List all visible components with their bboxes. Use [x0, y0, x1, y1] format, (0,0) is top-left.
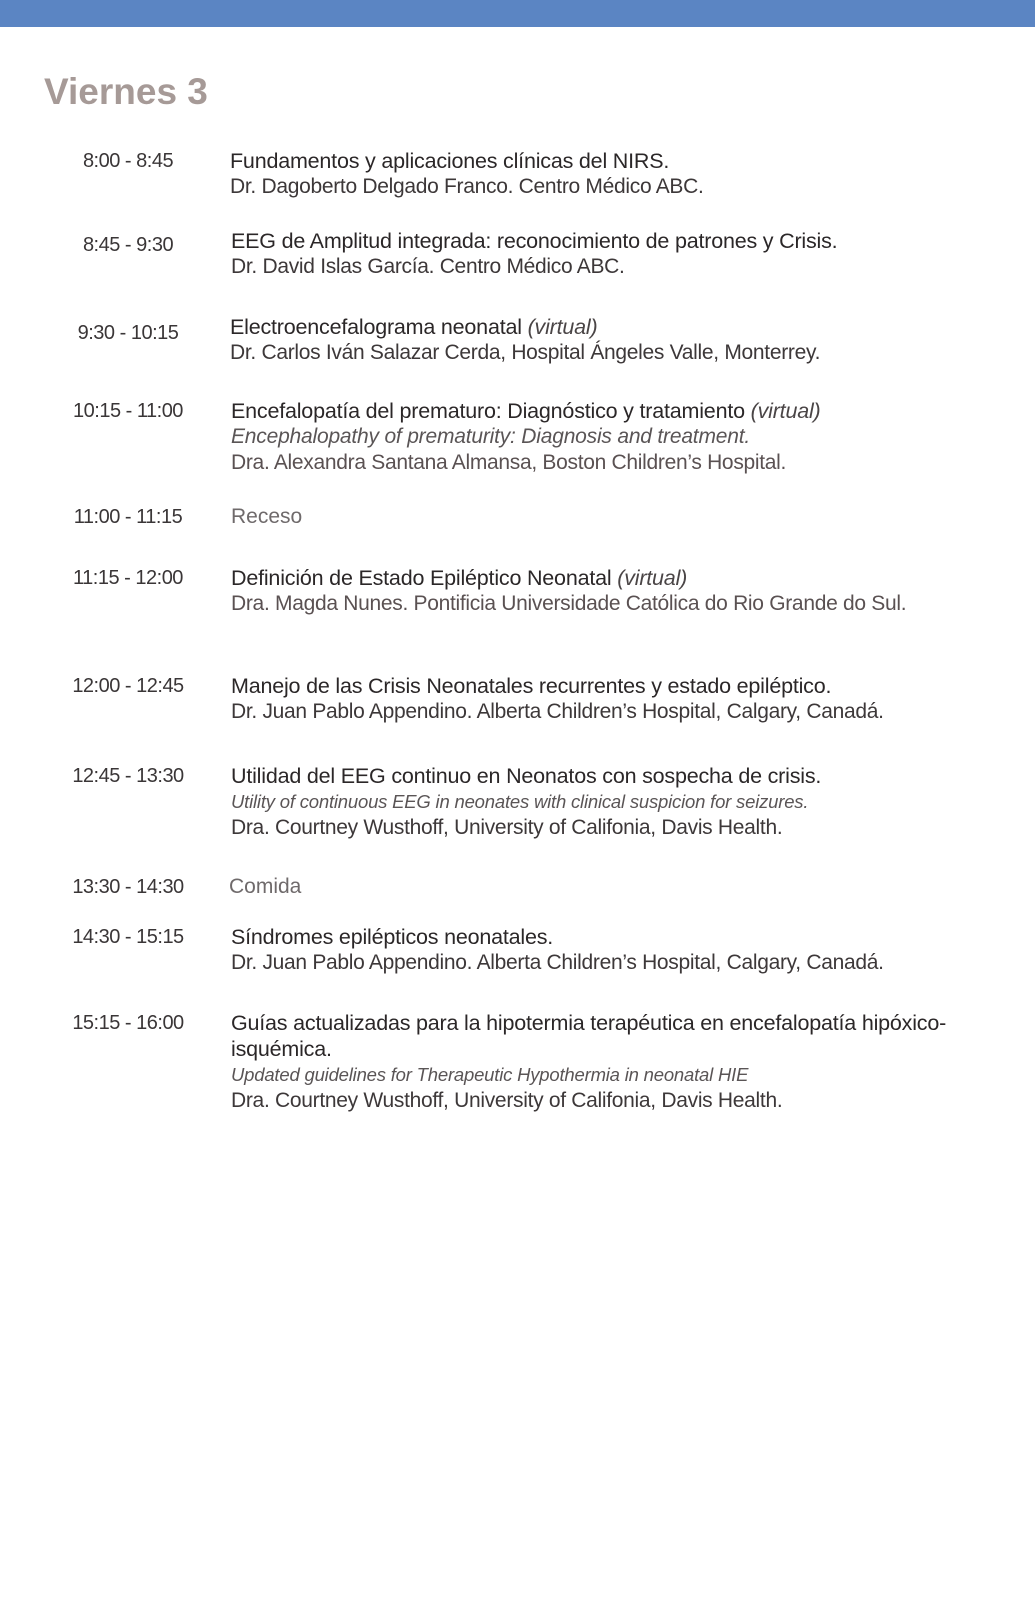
virtual-badge: (virtual) [527, 315, 598, 339]
session-time: 10:15 - 11:00 [73, 400, 183, 422]
session-speaker: Dra. Courtney Wusthoff, University of Califonia, Davis Health. [231, 1089, 783, 1112]
header-accent-bar [0, 0, 1035, 27]
session-title: EEG de Amplitud integrada: reconocimiento de patrones y Crisis. [231, 229, 838, 253]
session-title: Manejo de las Crisis Neonatales recurrentes y estado epiléptico. [231, 674, 832, 698]
session-content [230, 148, 1020, 200]
session-time: 12:00 - 12:45 [72, 675, 184, 697]
session-content [231, 924, 1021, 976]
session-time: 13:30 - 14:30 [72, 876, 184, 898]
day-title: Viernes 3 [44, 71, 208, 112]
session-title [231, 398, 1021, 424]
session-speaker: Dra. Magda Nunes. Pontificia Universidade Católica do Rio Grande do Sul. [231, 592, 907, 615]
session-time: 8:45 - 9:30 [82, 234, 174, 256]
session-speaker: Dr. Juan Pablo Appendino. Alberta Children’s Hospital, Calgary, Canadá. [231, 700, 884, 723]
session-time: 12:45 - 13:30 [72, 765, 184, 787]
session-speaker: Dra. Alexandra Santana Almansa, Boston Children’s Hospital. [231, 451, 787, 474]
virtual-badge: (virtual) [750, 399, 821, 423]
session-content [231, 763, 1021, 841]
break-label: Receso [231, 505, 303, 528]
session-title: Fundamentos y aplicaciones clínicas del NIRS. [230, 149, 670, 173]
virtual-badge: (virtual) [617, 566, 688, 590]
session-speaker: Dr. Juan Pablo Appendino. Alberta Children’s Hospital, Calgary, Canadá. [231, 951, 884, 974]
session-content [231, 398, 1021, 476]
session-speaker: Dr. Dagoberto Delgado Franco. Centro Médico ABC. [230, 175, 704, 198]
session-content [231, 228, 1021, 280]
session-speaker: Dra. Courtney Wusthoff, University of Califonia, Davis Health. [231, 816, 783, 839]
session-time: 9:30 - 10:15 [77, 322, 179, 344]
session-translation: Updated guidelines for Therapeutic Hypothermia in neonatal HIE [231, 1064, 749, 1085]
session-time: 11:00 - 11:15 [73, 506, 183, 528]
session-content [231, 565, 1021, 617]
session-title: Guías actualizadas para la hipotermia terapéutica en encefalopatía hipóxico-isquémica. [231, 1011, 947, 1061]
session-title [231, 565, 1021, 591]
session-title-text: Definición de Estado Epiléptico Neonatal [231, 566, 612, 590]
session-title [230, 314, 1020, 340]
session-time: 15:15 - 16:00 [72, 1012, 184, 1034]
session-title-text: Encefalopatía del prematuro: Diagnóstico y tratamiento [231, 399, 745, 423]
session-time: 14:30 - 15:15 [72, 926, 184, 948]
session-title: Síndromes epilépticos neonatales. [231, 925, 554, 949]
session-time: 8:00 - 8:45 [82, 150, 174, 172]
session-content [229, 874, 1019, 900]
session-translation: Utility of continuous EEG in neonates with clinical suspicion for seizures. [231, 791, 809, 812]
break-label: Comida [229, 875, 302, 898]
session-title: Utilidad del EEG continuo en Neonatos con sospecha de crisis. [231, 764, 822, 788]
session-speaker: Dr. Carlos Iván Salazar Cerda, Hospital Ángeles Valle, Monterrey. [230, 341, 821, 364]
session-content [231, 504, 1021, 530]
session-title-text: Electroencefalograma neonatal [230, 315, 522, 339]
session-time: 11:15 - 12:00 [73, 567, 183, 589]
session-content [230, 314, 1020, 366]
session-content [231, 1010, 971, 1114]
session-translation: Encephalopathy of prematurity: Diagnosis and treatment. [231, 425, 750, 448]
session-speaker: Dr. David Islas García. Centro Médico ABC. [231, 255, 625, 278]
session-content [231, 673, 1021, 725]
